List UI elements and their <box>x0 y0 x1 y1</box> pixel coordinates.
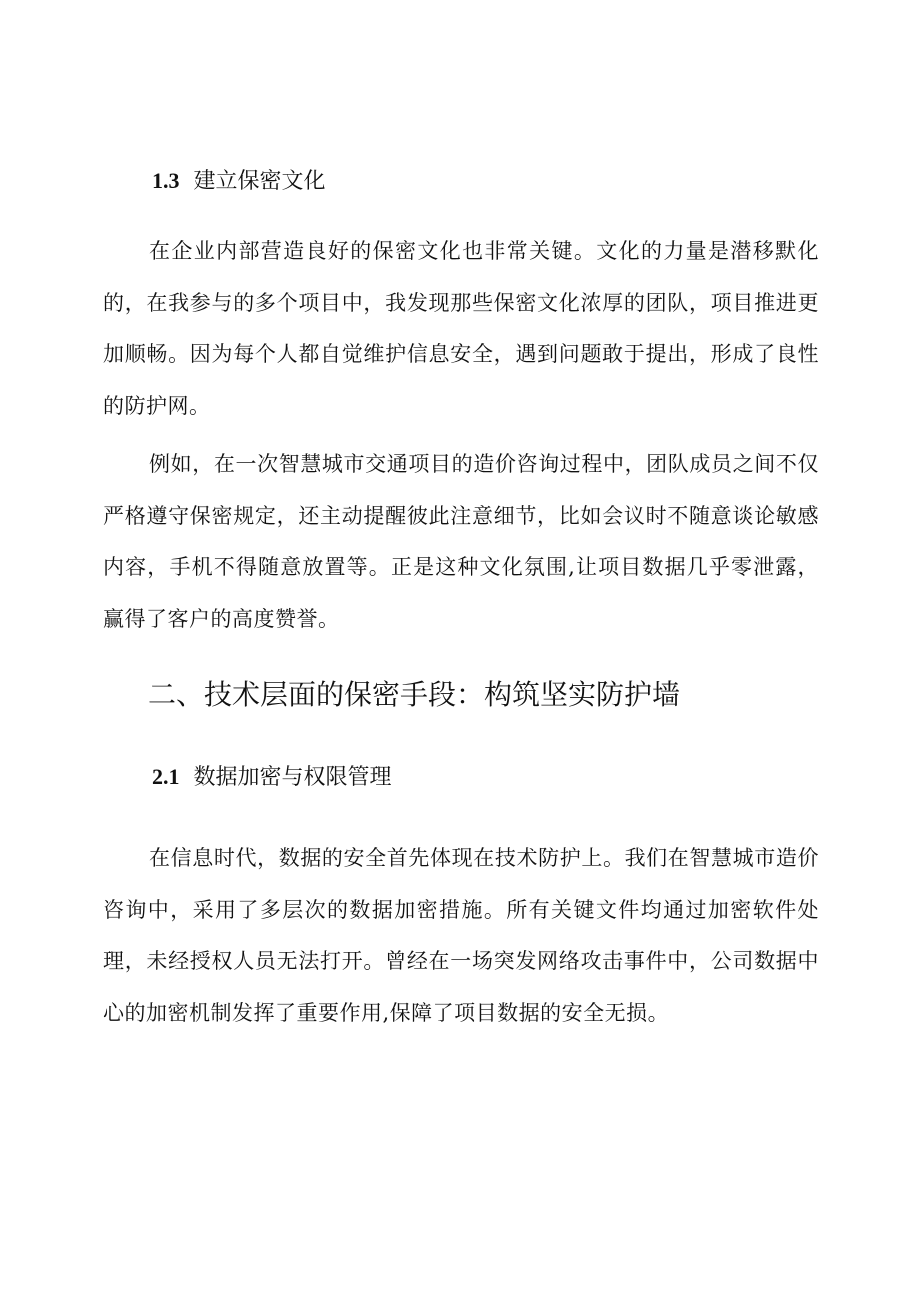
section-number: 2.1 <box>152 764 180 789</box>
section-number: 1.3 <box>152 168 180 193</box>
paragraph: 在信息时代，数据的安全首先体现在技术防护上。我们在智慧城市造价咨询中，采用了多层次的数据加密措施。所有关键文件均通过加密软件处理，未经授权人员无法打开。曾经在一场突发网络攻击事件中，公司数据中心的加密机制发挥了重要作用,保障了项目数据的安全无损。 <box>103 846 819 1025</box>
chapter-heading: 二、技术层面的保密手段：构筑坚实防护墙 <box>148 678 681 711</box>
section-heading-1-3 <box>152 166 326 197</box>
section-heading-2-1 <box>152 762 392 793</box>
section-title: 建立保密文化 <box>193 169 326 194</box>
paragraph: 在企业内部营造良好的保密文化也非常关键。文化的力量是潜移默化的，在我参与的多个项目中，我发现那些保密文化浓厚的团队，项目推进更加顺畅。因为每个人都自觉维护信息安全，遇到问题敢于提出，形成了良性的防护网。 <box>103 239 819 418</box>
section-title: 数据加密与权限管理 <box>193 765 392 790</box>
paragraph: 例如，在一次智慧城市交通项目的造价咨询过程中，团队成员之间不仅严格遵守保密规定，还主动提醒彼此注意细节，比如会议时不随意谈论敏感内容，手机不得随意放置等。正是这种文化氛围,让项目数据几乎零泄露，赢得了客户的高度赞誉。 <box>103 452 819 631</box>
